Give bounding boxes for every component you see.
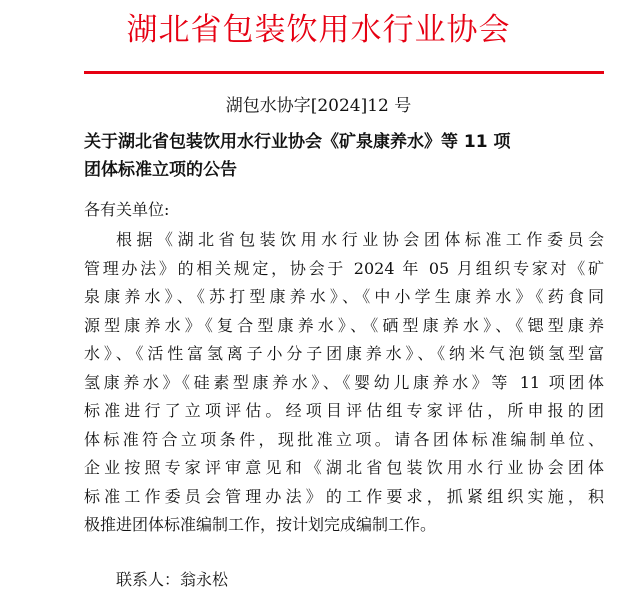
- document-title-line-1: 关于湖北省包装饮用水行业协会《矿泉康养水》等 11 项: [84, 132, 511, 152]
- contact-person: 联系人：翁永松: [116, 570, 229, 589]
- body-line: 氢康养水》《硅素型康养水》、《婴幼儿康养水》等 11 项团体: [84, 372, 604, 392]
- body-line: 标准工作委员会管理办法》的工作要求，抓紧组织实施，积: [84, 486, 604, 506]
- body-line: 体标准符合立项条件，现批准立项。请各团体标准编制单位、: [84, 429, 604, 449]
- salutation: 各有关单位:: [84, 200, 170, 219]
- header-red-rule: [84, 71, 604, 74]
- body-line: 管理办法》的相关规定，协会于 2024 年 05 月组织专家对《矿: [84, 258, 604, 278]
- body-line: 水》、《活性富氢离子小分子团康养水》、《纳米气泡锁氢型富: [84, 344, 604, 363]
- body-paragraph: [84, 226, 604, 540]
- organization-header-title: 湖北省包装饮用水行业协会: [126, 12, 511, 48]
- body-line: 企业按照专家评审意见和《湖北省包装饮用水行业协会团体: [84, 458, 604, 477]
- body-line: 标准进行了立项评估。经项目评估组专家评估，所申报的团: [84, 401, 604, 420]
- body-line: 泉康养水》、《苏打型康养水》、《中小学生康养水》《药食同: [84, 287, 604, 306]
- body-line: 极推进团体标准编制工作，按计划完成编制工作。: [84, 515, 437, 534]
- document-title: [84, 128, 604, 184]
- body-line: 源型康养水》《复合型康养水》、《硒型康养水》、《锶型康养: [84, 315, 604, 335]
- body-line: 根据《湖北省包装饮用水行业协会团体标准工作委员会: [116, 230, 604, 249]
- document-title-line-2: 团体标准立项的公告: [84, 160, 237, 180]
- document-number: 湖包水协字[2024]12 号: [225, 96, 412, 116]
